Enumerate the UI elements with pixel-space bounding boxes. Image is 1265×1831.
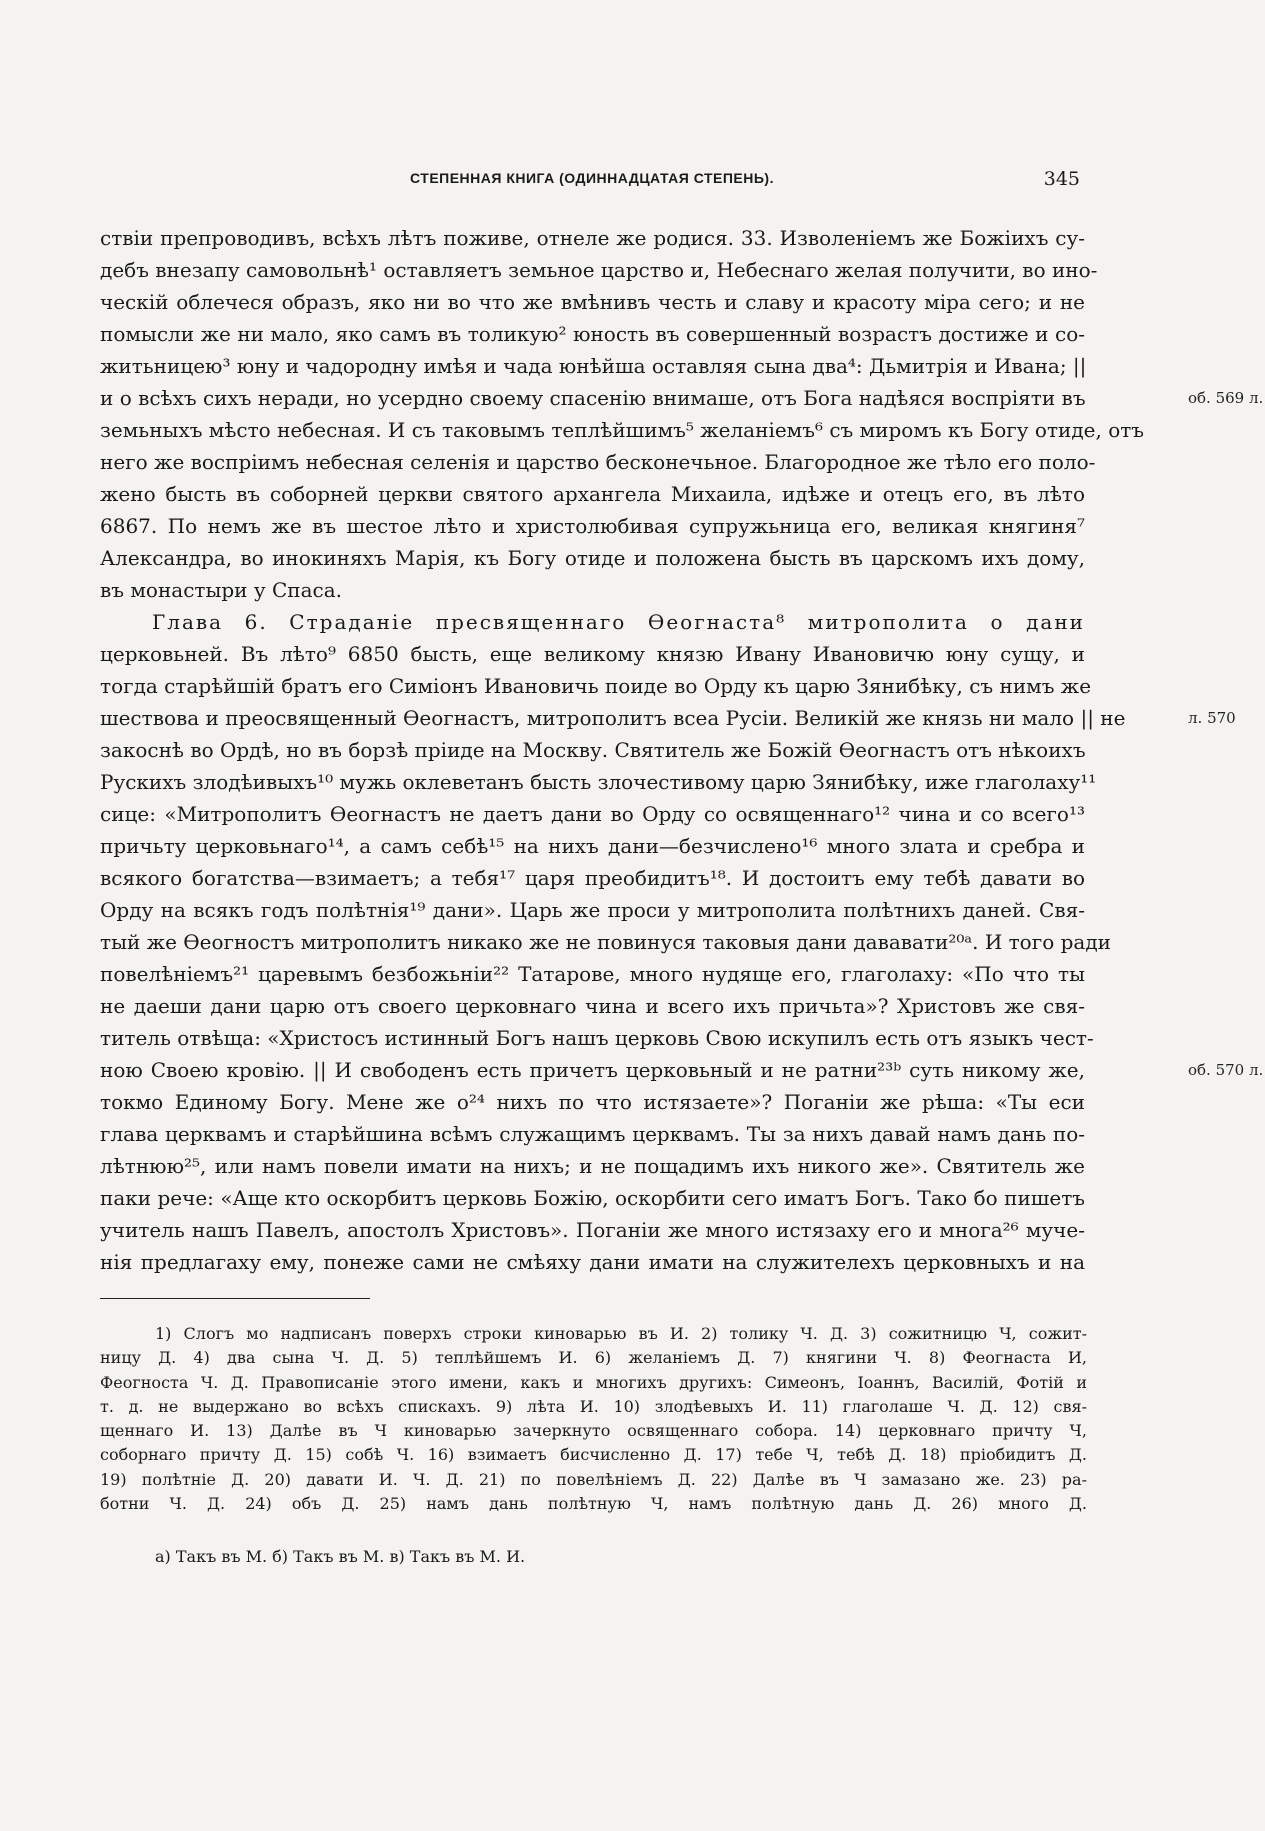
text-line: ствіи препроводивъ, всѣхъ лѣтъ поживе, отнеле же родися. 33. Изволеніемъ же Божіихъ су-: [100, 226, 1085, 250]
text-line: паки рече: «Аще кто оскорбитъ церковь Божію, оскорбити сего иматъ Богъ. Тако бо пишетъ: [100, 1186, 1085, 1210]
text-line: всякого богатства—взимаетъ; а тебя¹⁷ царя преобидитъ¹⁸. И достоитъ ему тебѣ давати во: [100, 866, 1085, 890]
margin-note: л. 570: [1188, 709, 1236, 727]
footnote-line: 1) Слогъ мо надписанъ поверхъ строки киноварью въ И. 2) толику Ч. Д. 3) сожитницю Ч, сожит-: [155, 1324, 1087, 1343]
text-line: глава церквамъ и старѣйшина всѣмъ служащимъ церквамъ. Ты за нихъ давай намъ дань по-: [100, 1122, 1085, 1146]
text-line: учитель нашъ Павелъ, апостолъ Христовъ». Поганіи же много истязаху его и многа²⁶ муче-: [100, 1218, 1085, 1242]
text-line: 6867. По немъ же въ шестое лѣто и христолюбивая супружьница его, великая княгиня⁷: [100, 514, 1085, 538]
text-line: въ монастыри у Спаса.: [100, 578, 343, 602]
margin-note: об. 570 л.: [1188, 1061, 1264, 1079]
footnote-line: т. д. не выдержано во всѣхъ спискахъ. 9) лѣта И. 10) злодѣевыхъ И. 11) глаголаше Ч. Д. 12) свя-: [100, 1396, 1087, 1416]
footnote-line: соборнаго причту Д. 15) собѣ Ч. 16) взимаетъ бисчисленно Д. 17) тебе Ч, тебѣ Д. 18) пріобидитъ Д.: [100, 1445, 1087, 1465]
footnote-line: Феогноста Ч. Д. Правописаніе этого имени, какъ и многихъ другихъ: Симеонъ, Іоаннъ, Василій, Фотій и: [100, 1372, 1087, 1392]
chapter-heading-line: Глава 6. Страданіе пресвященнаго Ѳеогнаста⁸ митрополита о дани: [152, 610, 1085, 634]
text-line: закоснѣ во Ордѣ, но въ борзѣ пріиде на Москву. Святитель же Божій Ѳеогнастъ отъ нѣкоихъ: [100, 738, 1086, 762]
text-line: ною Своею кровію. || И свободенъ есть причетъ церковьный и не ратни²³ᵇ суть никому же, об. 570 л.: [100, 1054, 1085, 1086]
footnote-line: 19) полѣтніе Д. 20) давати И. Ч. Д. 21) по повелѣніемъ Д. 22) Далѣе въ Ч замазано же. 23) ра-: [100, 1469, 1087, 1489]
text-line: не даеши дани царю отъ своего церковнаго чина и всего ихъ причьта»? Христовъ же свя-: [100, 994, 1085, 1018]
text-line: нія предлагаху ему, понеже сами не смѣяху дани имати на служителехъ церковныхъ и на: [100, 1250, 1085, 1274]
text-line: тый же Ѳеогностъ митрополитъ никако же не повинуся таковыя дани дававати²⁰ᵃ. И того ради: [100, 930, 1111, 954]
footnote-divider: [100, 1298, 370, 1299]
text-line: и о всѣхъ сихъ неради, но усердно своему спасенію внимаше, отъ Бога надѣяся воспріяти въ об. 569 л.: [100, 382, 1085, 414]
text-line: жено бысть въ соборней церкви святого архангела Михаила, идѣже и отецъ его, въ лѣто: [100, 482, 1085, 506]
apparatus-notes: а) Такъ въ М. б) Такъ въ М. в) Такъ въ М. И.: [155, 1547, 526, 1566]
text-line: сице: «Митрополитъ Ѳеогнастъ не даетъ дани во Орду со освященнаго¹² чина и со всего¹³: [100, 802, 1085, 826]
text-line: титель отвѣща: «Христосъ истинный Богъ нашъ церковь Свою искупилъ есть отъ языкъ чест-: [100, 1026, 1094, 1050]
text-line: Орду на всякъ годъ полѣтнія¹⁹ дани». Царь же проси у митрополита полѣтнихъ даней. Свя-: [100, 898, 1085, 922]
text-line: Рускихъ злодѣивыхъ¹⁰ мужь оклеветанъ бысть злочестивому царю Зянибѣку, иже глаголаху¹¹: [100, 770, 1097, 794]
footnotes: [100, 1322, 1087, 1516]
text-line: церковьней. Въ лѣто⁹ 6850 бысть, еще великому князю Ивану Ивановичю юну сущу, и: [100, 642, 1085, 666]
main-text: [100, 222, 1264, 1278]
text-line: причьту церковьнаго¹⁴, а самъ себѣ¹⁵ на нихъ дани—безчислено¹⁶ много злата и сребра и: [100, 834, 1085, 858]
text-line: ческій облечеся образъ, яко ни во что же вмѣнивъ честь и славу и красоту міра сего; и не: [100, 290, 1085, 314]
text-line: Александра, во инокиняхъ Марія, къ Богу отиде и положена бысть въ царскомъ ихъ дому,: [100, 546, 1085, 570]
text-line: шествова и преосвященный Ѳеогнастъ, митрополитъ всеа Русіи. Великій же князь ни мало || не л. 570: [100, 702, 1085, 734]
margin-note: об. 569 л.: [1188, 389, 1264, 407]
text-line: земьныхъ мѣсто небесная. И съ таковымъ теплѣйшимъ⁵ желаніемъ⁶ съ миромъ къ Богу отиде, отъ: [100, 418, 1145, 442]
page-number: 345: [1043, 168, 1080, 190]
running-title: СТЕПЕННАЯ КНИГА (ОДИННАДЦАТАЯ СТЕПЕНЬ).: [410, 170, 774, 186]
text-line: него же воспріимъ небесная селенія и царство бесконечьное. Благородное же тѣло его поло-: [100, 450, 1096, 474]
text-line: житьницею³ юну и чадородну имѣя и чада юнѣйша оставляя сына два⁴: Дьмитрія и Ивана; ||: [100, 354, 1087, 378]
page-header: [100, 168, 1080, 194]
footnote-line: ницу Д. 4) два сына Ч. Д. 5) теплѣйшемъ И. 6) желаніемъ Д. 7) княгини Ч. 8) Феогнаста И,: [100, 1348, 1087, 1368]
text-line: лѣтнюю²⁵, или намъ повели имати на нихъ; и не пощадимъ ихъ никого же». Святитель же: [100, 1154, 1085, 1178]
text-line: повелѣніемъ²¹ царевымъ безбожьніи²² Татарове, много нудяще его, глаголаху: «По что ты: [100, 962, 1085, 986]
text-line: помысли же ни мало, яко самъ въ толикую² юность въ совершенный возрастъ достиже и со-: [100, 322, 1085, 346]
text-line: тогда старѣйшій братъ его Симіонъ Ивановичь поиде во Орду къ царю Зянибѣку, съ нимъ же: [100, 674, 1092, 698]
footnote-line: щеннаго И. 13) Далѣе въ Ч киноварью зачеркнуто освященнаго собора. 14) церковнаго причту Ч,: [100, 1421, 1087, 1441]
footnote-line: ботни Ч. Д. 24) объ Д. 25) намъ дань полѣтную Ч, намъ полѣтную дань Д. 26) много Д.: [100, 1494, 1087, 1514]
text-line: токмо Единому Богу. Мене же о²⁴ нихъ по что истязаете»? Поганіи же рѣша: «Ты еси: [100, 1090, 1085, 1114]
text-line: дебъ внезапу самовольнѣ¹ оставляетъ земьное царство и, Небеснаго желая получити, во ино-: [100, 258, 1098, 282]
